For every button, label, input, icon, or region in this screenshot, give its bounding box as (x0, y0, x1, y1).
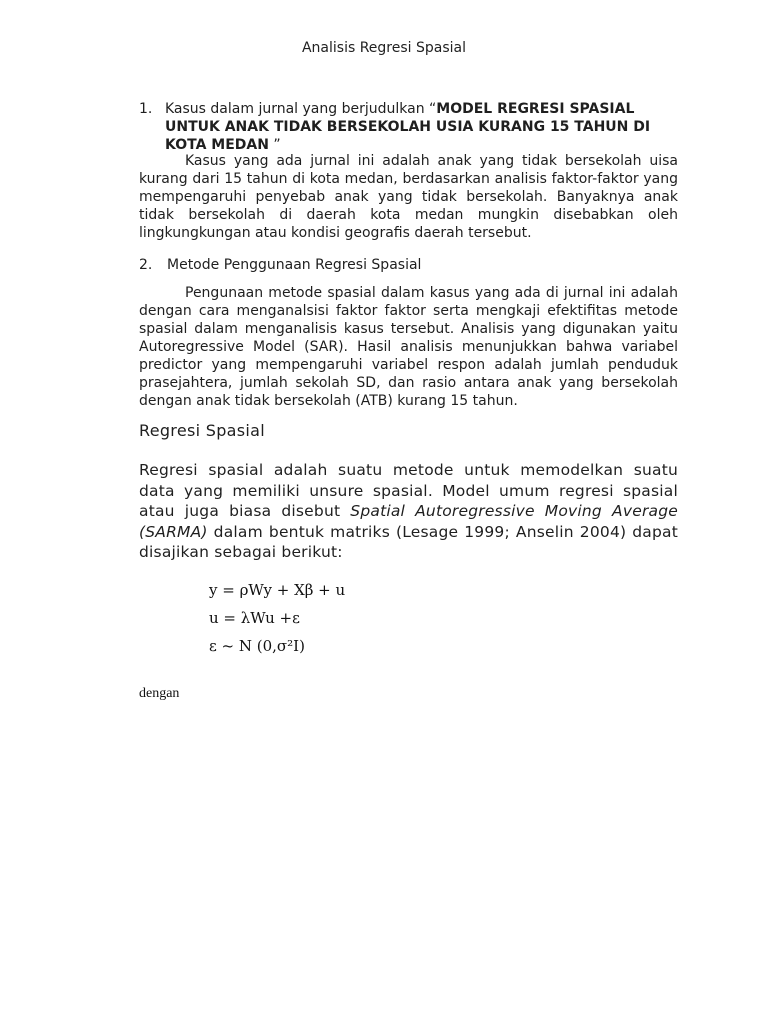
journal-title: MODEL REGRESI SPASIAL UNTUK ANAK TIDAK BERSEKOLAH USIA KURANG 15 TAHUN DI KOTA MEDAN (165, 101, 651, 153)
page-header: Analisis Regresi Spasial (301, 40, 467, 56)
paragraph-regresi (139, 460, 678, 563)
list-item-1-text (165, 100, 678, 154)
sarma-italic: Spatial Autoregressive Moving Average (SARMA) (139, 502, 678, 541)
section-heading-text: Metode Penggunaan Regresi Spasial (167, 257, 422, 273)
para-after: dalam bentuk matriks (Lesage 1999; Anselin 2004) dapat disajikan sebagai berikut: (139, 522, 678, 561)
section-number: 2. (139, 257, 153, 273)
closing-quote: ” (268, 137, 281, 153)
paragraph-case: Kasus yang ada jurnal ini adalah anak yang tidak bersekolah uisa kurang dari 15 tahun di kota medan, berdasarkan analisis faktor-faktor yang mempengaruhi penyebab anak yang tidak bersekolah. Banyaknya anak tidak bersekolah di daerah kota medan mungkin disebabkan oleh lingkungkungan atau kondisi geografis daerah tersebut. (139, 153, 678, 241)
equation-1-text: y = ρWy + Xβ + u (209, 581, 346, 599)
para-before: Regresi spasial adalah suatu metode untuk memodelkan suatu data yang memiliki unsure spasial. Model umum regresi spasial atau juga biasa disebut (139, 461, 678, 520)
list-item-1 (139, 100, 678, 154)
equation-2-text: u = λWu +ε (209, 609, 300, 627)
section-heading-2 (139, 256, 678, 274)
section-heading-regresi: Regresi Spasial (139, 421, 265, 440)
equation-3-text: ε ~ N (0,σ²I) (209, 637, 305, 655)
list-number: 1. (139, 101, 153, 117)
dengan-text: dengan (139, 686, 180, 701)
equation-1 (209, 581, 345, 599)
equation-3 (209, 637, 305, 655)
paragraph-method: Pengunaan metode spasial dalam kasus yang ada di jurnal ini adalah dengan cara menganalsisi faktor faktor serta mengkaji efektifitas metode spasial dalam menganalisis kasus tersebut. Analisis yang digunakan yaitu Autoregressive Model (SAR). Hasil analisis menunjukkan bahwa variabel predictor yang mempengaruhi variabel respon adalah jumlah penduduk prasejahtera, jumlah sekolah SD, dan rasio antara anak yang bersekolah dengan anak tidak bersekolah (ATB) kurang 15 tahun. (139, 285, 678, 409)
list-item-1-intro: Kasus dalam jurnal yang berjudulkan “ (165, 101, 437, 117)
equation-2 (209, 609, 300, 627)
